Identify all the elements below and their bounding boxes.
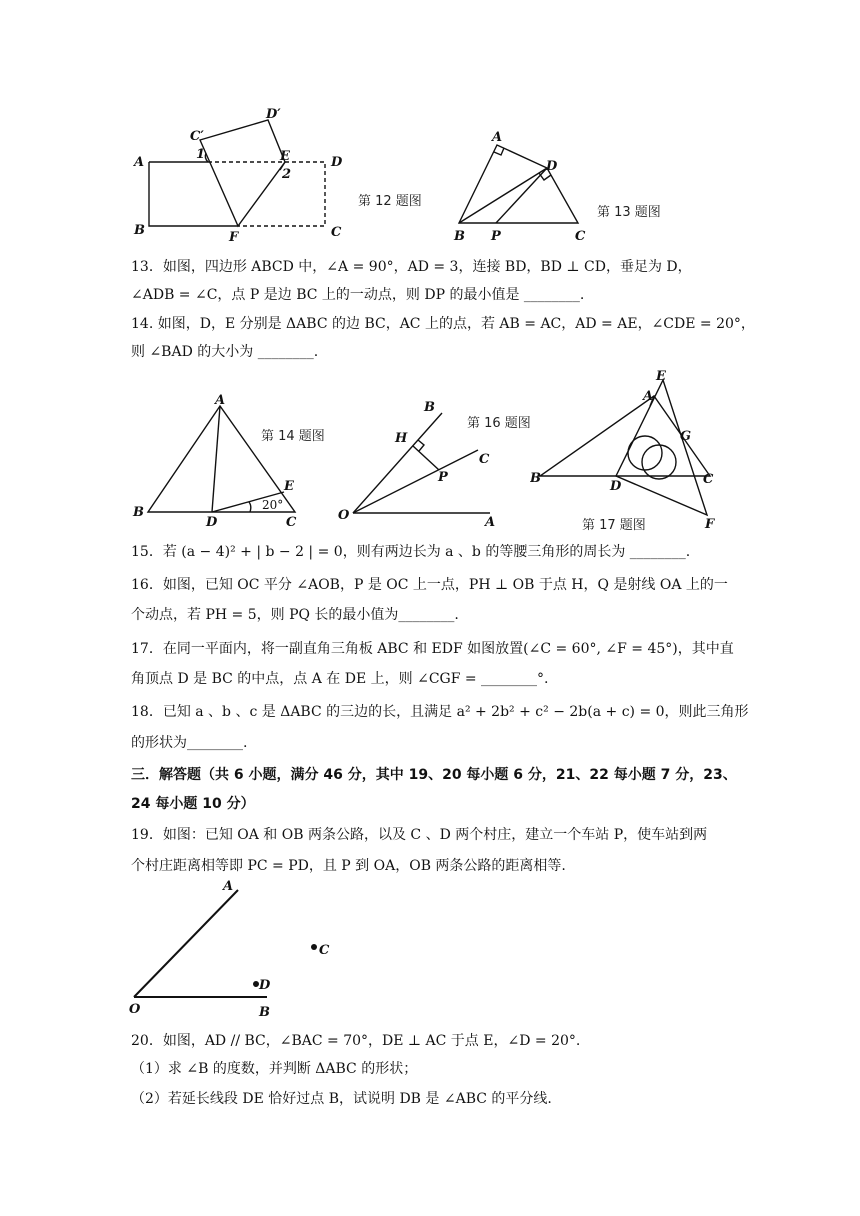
fig14-label-angle: 20° [262,498,284,512]
fig12-folded-quad [200,120,285,226]
question-17-line-1: 17．在同一平面内，将一副直角三角板 ABC 和 EDF 如图放置(∠C = 60°, ∠F = 45°)，其中直 [131,641,734,657]
fig16-label-B: B [424,400,435,415]
fig12-label-C: C [331,225,342,240]
fig12-folded-part [208,162,325,226]
fig16-label-A: A [485,515,496,530]
fig12-caption: 第 12 题图 [358,194,422,209]
fig12-label-D: D [331,155,343,170]
fig17-label-A: A [643,389,654,404]
fig14-label-B: B [133,505,144,520]
question-18-line-2: 的形状为________. [131,735,248,751]
figure-13 [450,125,595,245]
fig16-label-O: O [338,508,350,523]
fig13-label-P: P [491,229,501,244]
fig17-label-B: B [530,471,541,486]
fig14-label-E: E [284,479,294,494]
question-13-line-2: ∠ADB = ∠C，点 P 是边 BC 上的一动点，则 DP 的最小值是 ________. [131,287,585,303]
question-20-part-2: （2）若延长线段 DE 恰好过点 B，试说明 DB 是 ∠ABC 的平分线. [131,1091,552,1107]
fig12-label-F: F [229,230,239,245]
question-13-line-1: 13．如图，四边形 ABCD 中，∠A = 90°，AD = 3，连接 BD，BD ⊥ CD，垂足为 D， [131,259,692,275]
fig12-label-D-prime: D′ [266,107,281,122]
fig12-label-C-prime: C′ [190,129,204,144]
fig14-caption: 第 14 题图 [261,429,325,444]
question-14-line-2: 则 ∠BAD 的大小为 ________. [131,344,319,360]
figure-12 [128,100,358,245]
fig14-label-A: A [215,393,226,408]
fig12-label-B: B [134,223,145,238]
fig13-label-A: A [492,130,503,145]
fig14-label-C: C [286,515,297,530]
fig16-label-C: C [479,452,490,467]
figure-14 [128,392,308,532]
section-3-heading-line-2: 24 每小题 10 分） [131,796,255,812]
fig13-caption: 第 13 题图 [597,205,661,220]
fig16-right-angle-H [418,440,424,451]
section-3-heading-line-1: 三．解答题（共 6 小题，满分 46 分，其中 19、20 每小题 6 分，21、22 每小题 7 分，23、 [131,767,737,783]
question-14-line-1: 14. 如图，D，E 分别是 ΔABC 的边 BC，AC 上的点，若 AB = AC，AD = AE，∠CDE = 20°， [131,316,755,332]
fig17-label-C: C [703,472,714,487]
fig17-label-F: F [705,517,715,532]
fig16-label-H: H [395,431,408,446]
fig13-label-C: C [575,229,586,244]
fig19-label-A: A [223,879,234,894]
fig17-label-E: E [656,370,666,384]
question-15: 15．若 (a − 4)² + | b − 2 | = 0，则有两边长为 a 、b 的等腰三角形的周长为 ________. [131,544,691,560]
fig16-ray-OB [353,413,442,513]
fig14-angle-arc [249,502,251,512]
question-16-line-1: 16．如图，已知 OC 平分 ∠AOB，P 是 OC 上一点，PH ⊥ OB 于点 H，Q 是射线 OA 上的一 [131,577,728,593]
figure-17 [530,370,730,535]
fig19-label-C: C [319,943,330,958]
fig12-label-A: A [134,155,145,170]
fig19-label-B: B [259,1005,270,1020]
fig12-label-E: E [280,149,290,164]
fig17-label-G: G [680,429,692,444]
fig19-label-O: O [129,1002,141,1017]
fig19-label-D: D [259,978,271,993]
fig19-village-C-dot [311,944,317,950]
fig14-triangle-ABC [148,406,295,512]
question-19-line-1: 19．如图：已知 OA 和 OB 两条公路，以及 C 、D 两个村庄，建立一个车站 P，使车站到两 [131,827,708,843]
fig17-caption: 第 17 题图 [582,518,646,533]
fig12-label-2: 2 [282,167,292,182]
fig14-segment-AD [212,406,220,512]
fig12-label-1: 1 [196,147,206,162]
question-17-line-2: 角顶点 D 是 BC 的中点，点 A 在 DE 上，则 ∠CGF = ________°. [131,671,549,687]
question-16-line-2: 个动点，若 PH = 5，则 PQ 长的最小值为________. [131,607,459,623]
fig13-label-D: D [546,159,558,174]
question-18-line-1: 18．已知 a 、b 、c 是 ΔABC 的三边的长，且满足 a² + 2b² + c² − 2b(a + c) = 0，则此三角形 [131,704,749,720]
fig14-label-D: D [206,515,218,530]
question-19-line-2: 个村庄距离相等即 PC = PD，且 P 到 OA，OB 两条公路的距离相等. [131,858,566,874]
question-20-line-1: 20．如图，AD // BC，∠BAC = 70°，DE ⊥ AC 于点 E，∠D = 20°. [131,1033,581,1049]
fig16-segment-PH [413,446,439,470]
fig12-rect-left [149,162,238,226]
fig16-label-P: P [438,470,448,485]
fig13-label-B: B [454,229,465,244]
fig17-label-D: D [610,479,622,494]
figure-19 [125,875,350,1025]
fig19-road-OA [134,890,238,997]
question-20-part-1: （1）求 ∠B 的度数，并判断 ΔABC 的形状； [131,1061,418,1077]
fig16-caption: 第 16 题图 [467,416,531,431]
fig16-ray-OC [353,450,478,513]
